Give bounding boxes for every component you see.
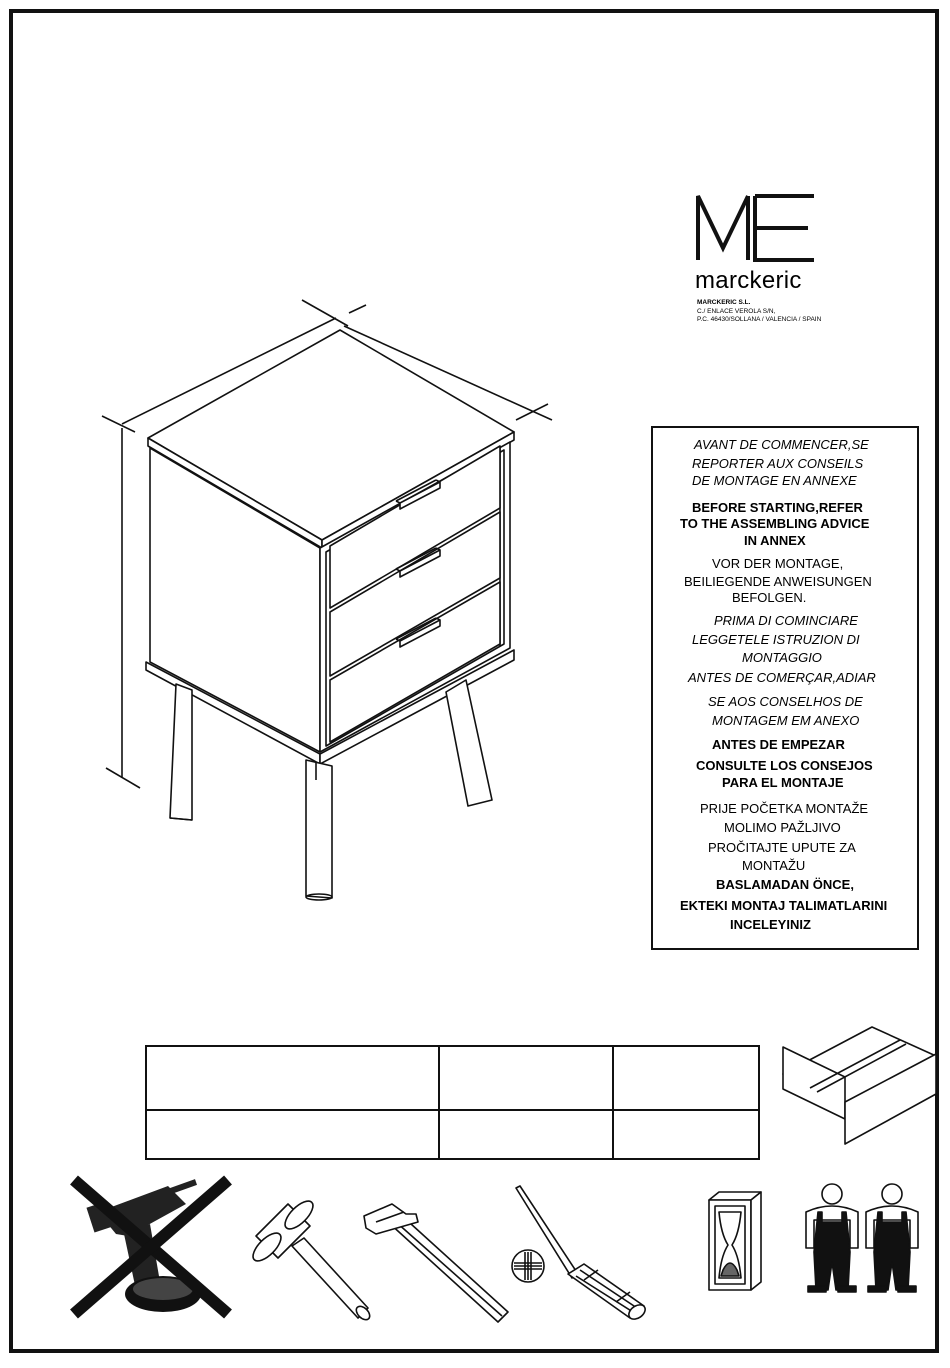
table-cell bbox=[613, 1110, 759, 1159]
rubber-mallet-icon bbox=[248, 1196, 378, 1336]
notice-line: ANTES DE COMERÇAR,ADIAR bbox=[688, 670, 876, 685]
notice-line: SE AOS CONSELHOS DE bbox=[708, 694, 863, 709]
notice-line: PARA EL MONTAJE bbox=[722, 775, 844, 790]
address-line-1: C./ ENLACE VEROLA S/N, bbox=[697, 307, 776, 315]
notice-line: LEGGETELE ISTRUZION DI bbox=[692, 632, 860, 647]
phillips-screwdriver-icon bbox=[506, 1184, 656, 1324]
notice-line: VOR DER MONTAGE, bbox=[712, 556, 844, 571]
company-address bbox=[697, 299, 821, 325]
notice-line: REPORTER AUX CONSEILS bbox=[692, 456, 864, 471]
notice-line: MONTAŽU bbox=[742, 858, 806, 873]
hourglass-icon bbox=[705, 1190, 765, 1295]
notice-line: TO THE ASSEMBLING ADVICE bbox=[680, 516, 870, 531]
company-name: MARCKERIC S.L. bbox=[697, 299, 751, 306]
brand-monogram-logo bbox=[693, 190, 818, 265]
cardboard-box-icon bbox=[780, 1024, 940, 1124]
notice-line: INCELEYINIZ bbox=[730, 917, 811, 932]
notice-line: MONTAGGIO bbox=[742, 650, 822, 665]
notice-line: BEFORE STARTING,REFER bbox=[692, 500, 863, 515]
notice-line: PRIMA DI COMINCIARE bbox=[714, 613, 858, 628]
hammer-icon bbox=[360, 1200, 510, 1330]
notice-line: PRIJE POČETKA MONTAŽE bbox=[700, 801, 869, 816]
notice-line: EKTEKI MONTAJ TALIMATLARINI bbox=[680, 898, 888, 913]
notice-line: DE MONTAGE EN ANNEXE bbox=[692, 473, 857, 488]
product-label-table bbox=[145, 1045, 760, 1160]
assembly-advice-notice bbox=[651, 426, 919, 950]
table-cell bbox=[613, 1046, 759, 1110]
notice-line: BEFOLGEN. bbox=[732, 590, 807, 605]
notice-line: MONTAGEM EM ANEXO bbox=[712, 713, 860, 728]
table-cell bbox=[146, 1046, 439, 1110]
table-cell bbox=[439, 1110, 613, 1159]
notice-line: BASLAMADAN ÖNCE, bbox=[716, 877, 854, 892]
notice-line: CONSULTE LOS CONSEJOS bbox=[696, 758, 873, 773]
table-cell bbox=[146, 1110, 439, 1159]
notice-line: AVANT DE COMMENCER,SE bbox=[694, 437, 869, 452]
table-cell bbox=[439, 1046, 613, 1110]
notice-line: IN ANNEX bbox=[744, 533, 806, 548]
notice-line: MOLIMO PAŽLJIVO bbox=[724, 820, 841, 835]
notice-line: BEILIEGENDE ANWEISUNGEN bbox=[684, 574, 872, 589]
address-line-2: P.C. 46430/SOLLANA / VALENCIA / SPAIN bbox=[697, 316, 822, 323]
notice-line: PROČITAJTE UPUTE ZA bbox=[708, 840, 856, 855]
notice-line: ANTES DE EMPEZAR bbox=[712, 737, 845, 752]
brand-name: marckeric bbox=[695, 267, 802, 294]
no-power-drill-icon bbox=[68, 1174, 238, 1324]
two-person-assembly-icon bbox=[800, 1182, 925, 1297]
